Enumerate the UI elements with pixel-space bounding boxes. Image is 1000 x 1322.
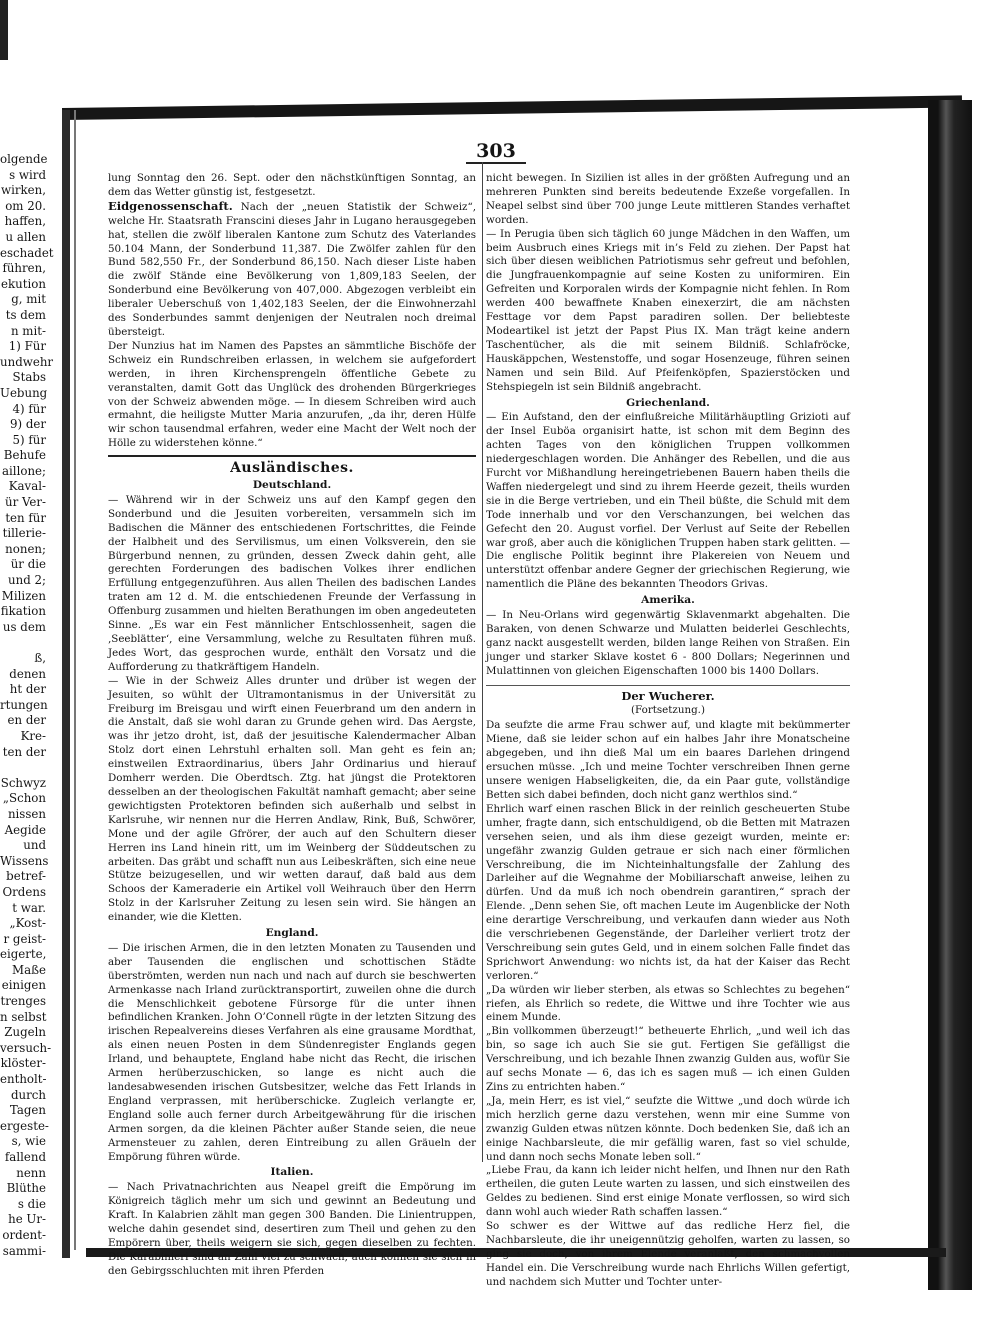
fragment-line: 9) der xyxy=(9,417,46,432)
fragment-line: „Kost- xyxy=(9,916,46,931)
fragment-line: Wissens xyxy=(0,853,49,868)
paragraph: — Ein Aufstand, den der einflußreiche Militärhäuptling Grizioti auf der Insel Euböa organisirt hatte, ist schon mit dem Beginn des achten Tages von den königlichen Truppen vollkommen niedergeschlagen worden. Die Anhänger des Rebellen, und die aus Furcht vor Mißhandlung hereingetriebenen Bauern haben theils die Waffen niedergelegt und sind zu ihrem Heerde gezeit, theils wurden sie in die Berge vertrieben, und ein Theil büßte, die Schuld mit dem Tode innerhalb und vor den Verschanzungen, bei welchen das Gefecht den 20. August vorfiel. Der Verlust auf Seite der Rebellen war groß, aber auch die königlichen Truppen haben stark gelitten. — Die englische Politik beginnt ihre Plakereien von Neuem und unterstützt offenbar andere Gegner der griechischen Regierung, wie namentlich die Pläne des bekannten Theodors Grivas. xyxy=(486,411,850,591)
heading-italy: Italien. xyxy=(270,1166,314,1179)
story-subtitle: (Fortsetzung.) xyxy=(631,703,705,716)
heading-america: Amerika. xyxy=(641,594,695,607)
fragment-line: entholt- xyxy=(0,1072,47,1087)
paragraph: Da seufzte die arme Frau schwer auf, und klagte mit bekümmerter Miene, daß sie leider schon auf ein halbes Jahr ihre Monatscheine abgegeben, und ihn dieß Mal um ein baares Darlehen dringend ersuchen müsse. „Ich und meine Tochter verschreiben Ihnen gerne unsere wenigen Habseligkeiten, die, da ein Paar gute, vollständige Betten sich dabei befinden, doch nicht ganz werthlos sind.“ xyxy=(486,719,850,801)
paragraph: — Während wir in der Schweiz uns auf den Kampf gegen den Sonderbund und die Jesuiten vorbereiten, versammeln sich im Badischen die Männer des entschiedenen Fortschrittes, die Feinde der Halbheit und des Servilismus, um einen Volksverein, den sie Bürgerbund nennen, zu gründen, dessen Zweck dahin geht, alle gerechten Forderungen des badischen Volkes ihrer endlichen Erfüllung entgegenzuführen. Aus allen Theilen des badischen Landes traten am 12 d. M. die entschiedenen Freunde der Verfassung in Offenburg zusammen und hielten Berathungen im oben angedeuteten Sinne. „Es war ein Fest männlicher Entschlossenheit, sagen die ‚Seeblätter‘, eine Versammlung, welche zu Resultaten führen muß. Jedes Wort, das gesprochen wurde, enthält den Vorsatz und die Aufforderung zu thatkräftigem Handeln. xyxy=(108,493,476,673)
fragment-line xyxy=(0,635,46,651)
fragment-line: s die xyxy=(17,1196,46,1211)
paragraph: „Ja, mein Herr, es ist viel,“ seufzte die Wittwe „und doch würde ich mich herzlich gerne dazu verstehen, wenn mir eine Summe von zwanzig Gulden etwas nützen könnte. Doch bedenken Sie, daß ich an einige Nachbarsleute, die mir gefällig waren, fast so viel schulde, und dann noch sechs Monate leben soll.“ xyxy=(486,1094,850,1163)
left-column xyxy=(108,172,476,1279)
fragment-line: 4) für xyxy=(12,401,46,416)
scan-border-right xyxy=(928,100,972,1290)
paragraph: — Nach Privatnachrichten aus Neapel greift die Empörung im Königreich täglich mehr um sich und gewinnt an Bedeutung und Kraft. In Kalabrien zählt man gegen 300 Banden. Die Linientruppen, welche dahin gesendet sind, desertiren zum Theil und gehen zu den Empörern über, theils weigern sie sich, gegen dieselben zu fechten. Die Karabinieri sind an Zahl viel zu schwach, auch können sie sich in den Gebirgsschluchten mit ihren Pferden xyxy=(108,1181,476,1277)
fragment-line: „Schon xyxy=(2,791,46,806)
fragment-line: fikation xyxy=(0,604,46,619)
fragment-line: g, mit xyxy=(11,292,46,307)
fragment-line: einigen xyxy=(1,978,46,993)
section-rule xyxy=(108,455,476,457)
fragment-line: haffen, xyxy=(4,214,46,229)
paragraph-body: Nach der „neuen Statistik der Schweiz“, welche Hr. Staatsrath Franscini dieses Jahr in Lugano herausgegeben hat, stellen die zwölf liberalen Kantone zum Schutz des Vaterlandes 50.104 Mann, der Sonderbund 11,387. Die Zwölfer zahlen für den Bund 582,550 Fr., der Sonderbund 86,150. Nach dieser Liste haben die zwölf Stände eine Bevölkerung von 1,809,183 Seelen, der Sonderbund eine Bevölkerung von 407,000. Abgezogen verbleibt ein liberaler Ueberschuß von 1,402,183 Seelen, der die Einwohnerzahl des Sonderbundes sammt denjenigen der Neutralen noch dreimal übersteigt. xyxy=(108,200,476,338)
adjacent-page-fragment xyxy=(0,152,54,1258)
fragment-line: Milizen xyxy=(1,588,46,603)
feuilleton-rule xyxy=(486,685,850,686)
fragment-line: Blüthe xyxy=(6,1181,46,1196)
fragment-line: ten für xyxy=(5,510,46,525)
fragment-line: aillone; xyxy=(1,463,46,478)
fragment-line: versuch- xyxy=(0,1040,52,1055)
page-number: 303 xyxy=(476,140,516,162)
fragment-line: ten der xyxy=(2,744,46,759)
fragment-line: tillerie- xyxy=(2,526,46,541)
paragraph xyxy=(108,200,476,340)
paragraph: Der Nunzius hat im Namen des Papstes an sämmtliche Bischöfe der Schweiz ein Rundschreiben erlassen, in welchem sie aufgefordert werden, in ihren Kirchensprengeln öffentliche Gebete zu veranstalten, damit Gott das Unglück des drohenden Bürgerkrieges von der Schweiz abwenden möge. — In diesem Schreiben wird auch ermahnt, die heiligste Mutter Maria anzurufen, „da ihr, deren Hülfe wir schon tausendmal erfahren, weder eine Macht der Welt noch der Hölle zu widerstehen könne.“ xyxy=(108,339,476,450)
paragraph: — In Neu-Orlans wird gegenwärtig Sklavenmarkt abgehalten. Die Baraken, von denen Schwarze und Mulatten beiderlei Geschlechts, ganz nackt ausgestellt werden, bilden lange Reihen von Straßen. Ein junger und starker Sklave kostet 6 - 800 Dollars; Negerinnen und Mulattinnen von gleichen Eigenschaften 1000 bis 1400 Dollars. xyxy=(486,609,850,677)
fragment-line: Ordens xyxy=(2,884,46,899)
fragment-line: Zugeln xyxy=(4,1025,46,1040)
fragment-line: rtungen xyxy=(0,697,48,712)
fragment-line: ß, xyxy=(34,651,46,665)
column-divider xyxy=(482,162,483,1162)
right-column xyxy=(486,172,850,1290)
fragment-line: t war. xyxy=(12,900,46,915)
fragment-line: durch xyxy=(11,1087,46,1102)
fragment-line: 5) für xyxy=(12,432,46,447)
fragment-line: ür Ver- xyxy=(4,495,46,510)
paragraph: lung Sonntag den 26. Sept. oder den nächstkünftigen Sonntag, an dem das Wetter günstig ist, festgesetzt. xyxy=(108,172,476,198)
fragment-line: en der xyxy=(7,713,46,728)
fragment-line: u allen xyxy=(5,229,46,244)
fragment-line: trenges xyxy=(0,994,46,1009)
paragraph: „Bin vollkommen überzeugt!“ betheuerte Ehrlich, „und weil ich das bin, so sage ich auch Sie sie gut. Fertigen Sie gefälligst die Verschreibung, und ich bezahle Ihnen zwanzig Gulden aus, wofür Sie auf sechs Monate — 6, das ich es sagen muß — ich einen Gulden Zins zu entrichten haben.“ xyxy=(486,1025,850,1093)
fragment-line: nenn xyxy=(16,1165,46,1180)
paragraph: nicht bewegen. In Sizilien ist alles in der größten Aufregung und an mehreren Punkten sind bereits bedeutende Exzeße vorgefallen. In Neapel selbst sind über 700 junge Leute mittleren Standes verhaftet worden. xyxy=(486,172,850,226)
fragment-line: und 2; xyxy=(8,573,46,588)
fragment-line: fallend xyxy=(4,1150,46,1164)
scan-border-left-inner xyxy=(74,110,76,1250)
fragment-line: betref- xyxy=(6,869,46,884)
paragraph: So schwer es der Wittwe auf das redliche Herz fiel, die Nachbarsleute, die ihr uneigennützig geholfen, warten zu lassen, so ging sie doch, von ihrem Elende veranlaßt, den schmachvollen Handel ein. Die Verschreibung wurde nach Ehrlichs Willen gefertigt, und nachdem sich Mutter und Tochter unter- xyxy=(486,1220,850,1288)
fragment-line: Schwyz xyxy=(0,775,46,790)
fragment-line: Uebung xyxy=(0,385,48,400)
paragraph: — In Perugia üben sich täglich 60 junge Mädchen in den Waffen, um beim Ausbruch eines Kriegs mit in’s Feld zu ziehen. Der Papst hat sich über diesen weiblichen Patriotismus sehr gefreut und befohlen, die Jungfrauenkompagnie auf seine Kosten zu uniformiren. Ein Gefreiten und Korporalen wirds der Kompagnie nicht fehlen. In Rom werden 400 bewaffnete Knaben einexerzirt, die am nächsten Festtage vor dem Papst paradiren sollen. Der beliebteste Modeartikel ist jetzt der Papst Pius IX. Man trägt keine andern Taschentücher, als die mit seinem Bildniß. Schlafröcke, Hauskäppchen, Westenstoffe, und sogar Hosenzeuge, führen seinen Namen und sein Bild. Auf Pfeifenköpfen, Spazierstöcken und Stehspiegeln ist sein Bildniß angebracht. xyxy=(486,227,850,393)
fragment-line: Stabs xyxy=(12,370,46,385)
paragraph: „Da würden wir lieber sterben, als etwas so Schlechtes zu begehen“ riefen, als Ehrlich so redete, die Wittwe und ihre Tochter wie aus einem Munde. xyxy=(486,983,850,1024)
fragment-line: n selbst xyxy=(0,1009,47,1024)
fragment-line: Kaval- xyxy=(8,479,46,494)
scan-border-top xyxy=(62,95,962,120)
fragment-line: ts dem xyxy=(5,307,46,322)
heading-germany: Deutschland. xyxy=(252,479,332,492)
paragraph: — Wie in der Schweiz Alles drunter und drüber ist wegen der Jesuiten, so wühlt der Ultramontanismus in der Universität zu Freiburg im Breisgau und wirft einen Feuerbrand um den andern in die Anstalt, daß sie wohl daran zu Grunde gehen wird. Das Aergste, was ihr jetzo droht, ist, daß der jesuitische Kalendermacher Alban Stolz dort einen Lehrstuhl erhalten soll. Man geht es fein an; einstweilen Extraordinarius, übers Jahr Ordinarius und hierauf Domherr werden. Die Oberdtsch. Ztg. hat jüngst die Protektoren desselben an der theologischen Fakultät namhaft gemacht; aber seine gewichtigsten Protektoren befinden sich außerhalb und selbst in Karlsruhe, wir nennen nur die Herren Andlaw, Rink, Buß, Schwörer, Mone und der agile Gfrörer, der auch auf den Schultern dieser Herren ins Land hinein ritt, um im Weinberg der Süddeutschen zu arbeiten. Das gräbt und schafft nun aus Leibeskräften, sich eine neue Stütze beizugesellen, und wir wetten darauf, daß bald aus dem Schoos der Kameraderie ein Artikel voll Weihrauch über den Herrn Stolz in der Karlsruher Zeitung zu lesen sein wird. Sie hängen an einander, wie die Kletten. xyxy=(108,674,476,924)
fragment-line: s, wie xyxy=(11,1134,46,1149)
paragraph-lead: Eidgenossenschaft. xyxy=(108,198,233,213)
fragment-line: ordent- xyxy=(2,1227,46,1242)
fragment-line: Aegide xyxy=(4,822,46,837)
scan-border-left xyxy=(62,110,70,1258)
fragment-line: s wird xyxy=(9,167,46,182)
fragment-line: olgende xyxy=(0,152,48,166)
fragment-line: undwehr xyxy=(0,354,54,369)
fragment-line: om 20. xyxy=(5,198,46,213)
fragment-line: sammi- xyxy=(2,1243,46,1258)
fragment-line: 1) Für xyxy=(8,339,46,354)
fragment-line: wirken, xyxy=(1,183,46,198)
fragment-line: Tagen xyxy=(9,1103,46,1118)
fragment-line: klöster- xyxy=(0,1056,46,1071)
section-heading-foreign: Ausländisches. xyxy=(230,460,354,477)
fragment-line: denen xyxy=(9,666,46,681)
fragment-line: Kre- xyxy=(20,728,46,743)
fragment-line: n mit- xyxy=(10,323,46,338)
fragment-line: he Ur- xyxy=(8,1212,46,1227)
fragment-line: r geist- xyxy=(3,931,46,946)
fragment-line: ekution xyxy=(1,276,46,291)
paragraph: „Liebe Frau, da kann ich leider nicht helfen, und Ihnen nur den Rath ertheilen, die guten Leute warten zu lassen, und sich einstweilen des Geldes zu bedienen. Sind erst einige Monate verflossen, so wird sich dann wohl auch wieder Rath schaffen lassen.“ xyxy=(486,1164,850,1219)
fragment-line: Maße xyxy=(12,962,46,977)
fragment-line: Behufe xyxy=(3,448,46,463)
fragment-line: ergeste- xyxy=(0,1118,49,1133)
heading-greece: Griechenland. xyxy=(626,396,710,409)
paragraph: Ehrlich warf einen raschen Blick in der reinlich gescheuerten Stube umher, fragte dann, sich entschuldigend, ob die Betten mit Matrazen versehen seien, und als ihm diese gezeigt wurden, meinte er: ungefähr zwanzig Gulden getraue er sich nach einer förmlichen Verschreibung, die im Nichteinhaltungsfalle der Zahlung des Darleiher auf die Wegnahme der Mobiliarschaft anweise, leihen zu dürfen. Und da muß ich noch obendrein garantiren,“ sprach der Elende. „Denn sehen Sie, oft machen Leute im Augenblicke der Noth eine derartige Verschreibung, und verkaufen dann wieder aus Noth die verschriebenen Gegenstände, der Darleiher verliert trotz der Verschreibung sein gutes Geld, und in einem solchen Falle findet das Sprichwort Anwendung: wo nichts ist, da hat der Kaiser das Recht verloren.“ xyxy=(486,802,850,982)
fragment-line: eigerte, xyxy=(0,947,47,962)
fragment-line: nissen xyxy=(7,806,46,821)
story-title: Der Wucherer. xyxy=(621,688,715,703)
paragraph: — Die irischen Armen, die in den letzten Monaten zu Tausenden und aber Tausenden die englischen und schottischen Städte überströmten, werden nun nach und nach auf durch sie beschwerten Armenkasse nach Irland zurücktransportirt, zuweilen ohne die durch die Menschlichkeit gebotene Fürsorge für die unter ihnen befindlichen Kranken. John O’Connell rügte in der letzten Sitzung des irischen Repealvereins dieses Verfahren als eine grausame Mordthat, als einen neuen Posten in dem Sündenregister Englands gegen Irland, und behauptete, England habe nicht das Recht, die irischen Armen herüberzuschicken, so lange es nicht auch die landesabwesenden irischen Gutsbesitzer, welche das Fett Irlands in England verprassen, mit herüberschicke. Zugleich verlangte er, England solle auch ferner durch Arbeitgewährung für die irischen Armen sorgen, da die kleinen Pächter außer Stande seien, die neue Armensteuer zu zahlen, deren Eintreibung zu allen Gräueln der Empörung führen würde. xyxy=(108,941,476,1163)
fragment-line: us dem xyxy=(2,619,46,634)
fragment-line: ür die xyxy=(10,557,46,572)
fragment-line: ht der xyxy=(9,682,46,697)
page-number-rule xyxy=(466,162,526,164)
fragment-line: eschadet xyxy=(0,245,54,260)
fragment-line: und xyxy=(23,838,46,853)
fragment-line: nonen; xyxy=(5,541,46,556)
fragment-line: führen, xyxy=(2,261,46,276)
scan-edge-mark xyxy=(0,0,8,60)
heading-england: England. xyxy=(265,927,319,940)
fragment-line xyxy=(0,760,46,776)
